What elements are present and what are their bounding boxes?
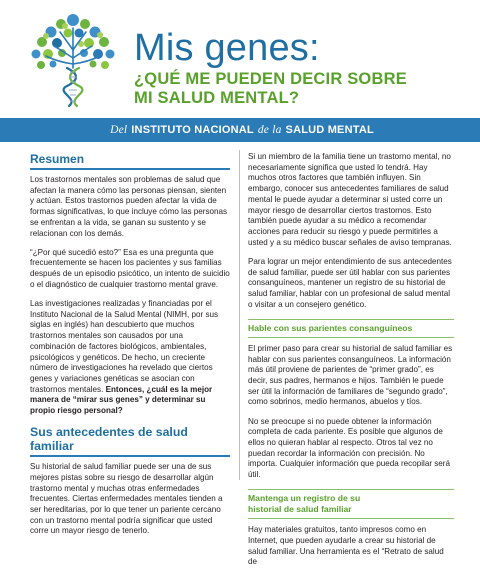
paragraph: Para lograr un mejor entendimiento de sus antecedentes de salud familiar, puede ser útil hablar con sus parientes consanguíneos, mantener un registro de su historial de salud familiar, hablar con un profesional de salud mental o visitar a un consejero genético. — [248, 256, 452, 309]
heading-line-2: historial de salud familiar — [248, 504, 352, 515]
banner-de-la: de la — [257, 124, 282, 136]
right-column — [248, 152, 454, 577]
page-subtitle — [134, 70, 464, 108]
paragraph: Hay materiales gratuitos, tanto impresos como en Internet, que pueden ayudarle a crear su historial de salud familiar. Una herramienta es el “Retrato de salud de — [248, 525, 444, 567]
left-column — [30, 152, 230, 546]
section-heading-registro — [248, 489, 454, 519]
banner-instituto: INSTITUTO NACIONAL — [131, 124, 254, 136]
paragraph: “¿Por qué sucedió esto?” Esa es una pregunta que frecuentemente se hacen los pacientes y sus familias después de un episodio psicótico, un intento de suicidio o el diagnóstico de cualquier trastorno mental grave. — [30, 247, 230, 289]
paragraph: No se preocupe si no puede obtener la información completa de cada pariente. Es posible que algunos de ellos no quieran hablar al respecto. Otros tal vez no puedan recordar la información con precisión. No importa. Cualquier información que pueda recopilar será útil. — [248, 416, 451, 480]
heading-line-1: Mantenga un registro de su — [248, 493, 361, 504]
banner-del: Del — [110, 124, 128, 136]
subtitle-line-1: ¿QUÉ ME PUEDEN DECIR SOBRE — [134, 70, 407, 88]
column-divider — [239, 150, 240, 480]
header — [0, 0, 480, 118]
institute-banner — [0, 118, 480, 142]
section-heading-antecedentes: Sus antecedentes de salud familiar — [30, 425, 230, 457]
paragraph: Si un miembro de la familia tiene un trastorno mental, no necesariamente significa que usted lo tendrá. Hay muchos otros factores que también influyen. Sin embargo, conocer sus antecedentes familiares de salud mental le puede ayudar a determinar si usted corre un mayor riesgo de desarrollar ciertos trastornos. Esto también puede ayudar a su médico a recomendar acciones para reducir su riesgo y puede permitirles a usted y a su médico buscar señales de aviso tempranas. — [248, 152, 452, 247]
paragraph-bold-question: Entonces, ¿cuál es la mejor manera de “mirar sus genes” y determinar su propio riesgo personal? — [30, 384, 213, 416]
page-title: Mis genes: — [134, 27, 320, 69]
paragraph: Su historial de salud familiar puede ser una de sus mejores pistas sobre su riesgo de desarrollar algún trastorno mental y muchas otras enfermedades frecuentes. Ciertas enfermedades mentales tienden a ser hereditarias, por lo que tener un pariente cercano con un trastorno mental podría significar que usted corre un mayor riesgo de tenerlo. — [30, 462, 223, 536]
paragraph-text: Las investigaciones realizadas y financiadas por el Instituto Nacional de la Salud Mental (NIMH, por sus siglas en inglés) han descubierto que muchos trastornos mentales son causados por una combinación de factores biológicos, ambientales, psicológicos y genéticos. De hecho, un creciente número de investigaciones ha revelado que ciertos genes y variaciones genéticas se asocian con trastornos mentales. — [30, 299, 219, 394]
banner-salud: SALUD MENTAL — [285, 124, 374, 136]
tree-dna-logo — [24, 6, 122, 112]
section-heading-resumen: Resumen — [30, 152, 230, 170]
paragraph: El primer paso para crear su historial de salud familiar es hablar con sus parientes consanguíneos. La información más útil proviene de parientes de “primer grado”, es decir, sus padres, hermanos e hijos. También le puede ser útil la información de familiares de “segundo grado”, como sobrinos, medio hermanos, abuelos y tíos. — [248, 343, 453, 407]
subtitle-line-2: MI SALUD MENTAL? — [134, 89, 300, 107]
paragraph — [30, 299, 230, 417]
paragraph: Los trastornos mentales son problemas de salud que afectan la manera cómo las personas piensan, sienten y actúan. Estos trastornos pueden afectar la vida de formas significativas, lo que incluye cómo las personas se enfrentan a la vida, se ganan su sustento y se relacionan con los demás. — [30, 175, 228, 238]
section-heading-parientes: Hable con sus parientes consanguíneos — [248, 319, 454, 338]
